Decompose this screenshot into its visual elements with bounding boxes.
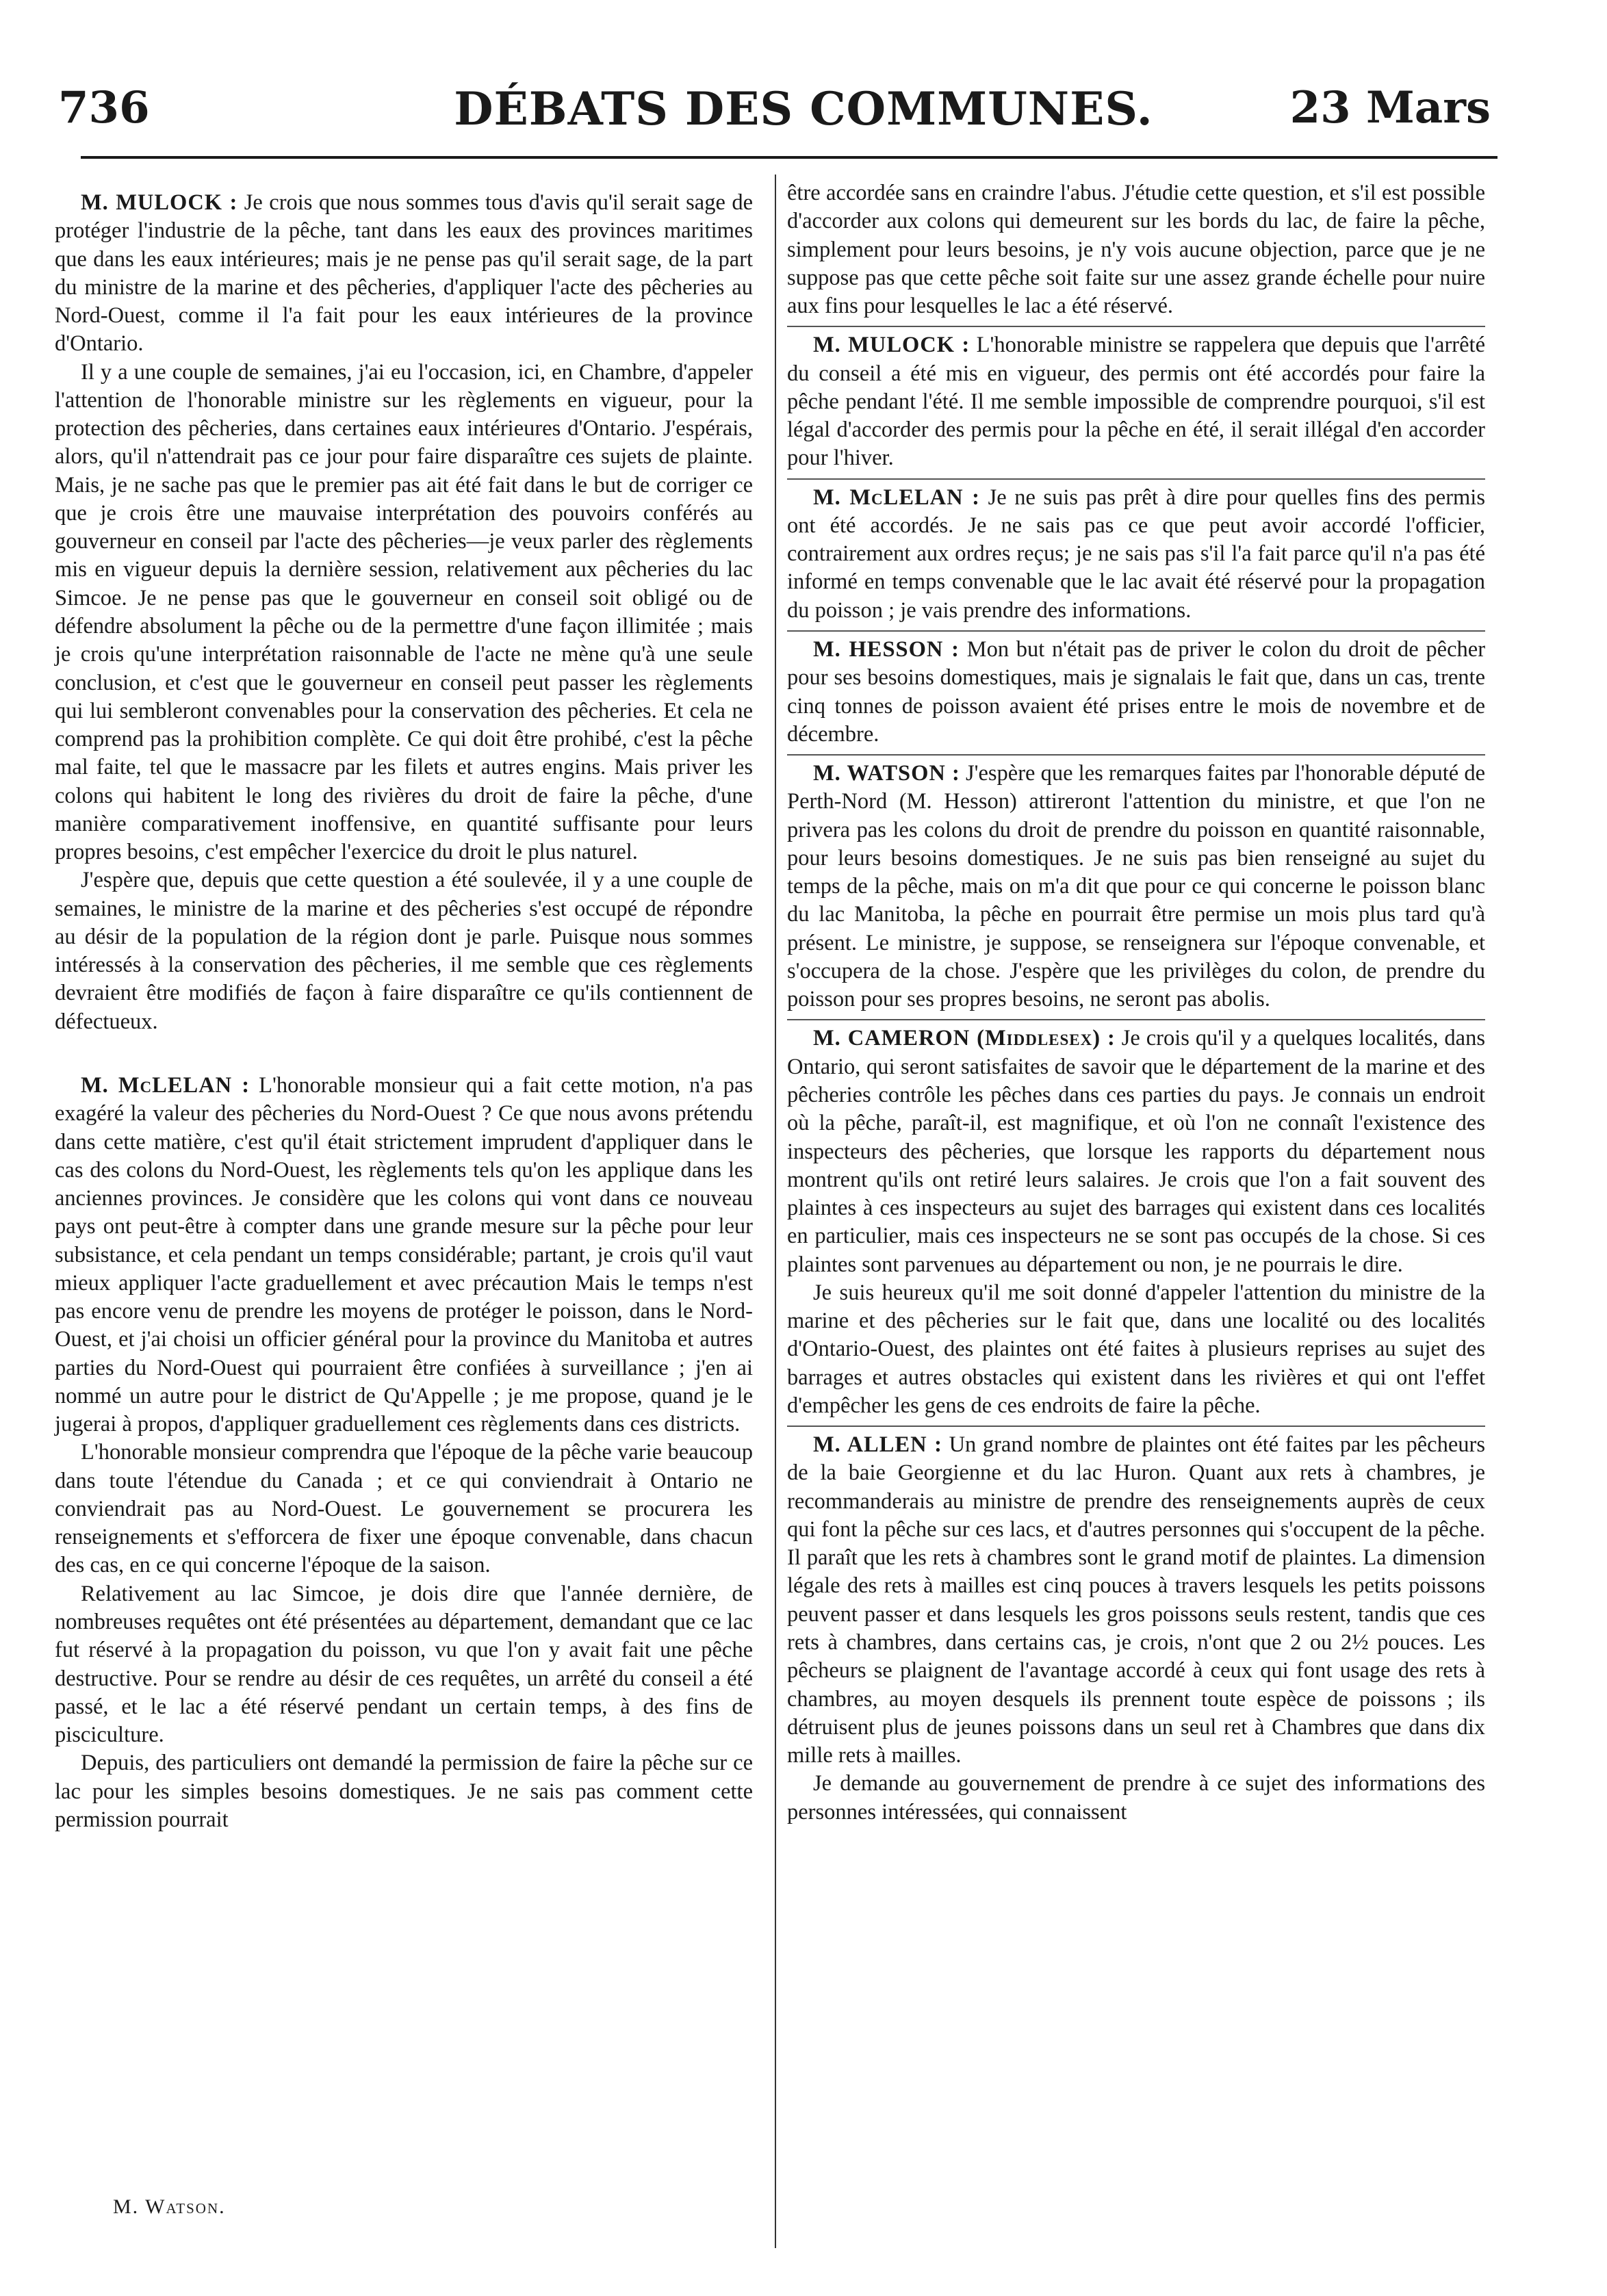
left-column [55,179,753,1834]
section-rule [787,630,1485,632]
paragraph [787,636,1485,749]
section-rule [787,1426,1485,1427]
paragraph-text: L'honorable monsieur comprendra que l'époque de la pêche varie beaucoup dans toute l'étendue du Canada ; et ce qui conviendrait à Ontario ne conviendrait pas au Nord-Ouest. Le gouvernement se procurera les renseignements et s'efforcera de fixer une époque convenable, dans chacun des cas, en ce qui concerne l'époque de la saison. [55,1440,753,1578]
paragraph [55,1749,753,1834]
paragraph [55,1439,753,1579]
section-rule [787,478,1485,480]
paragraph-text: Je demande au gouvernement de prendre à ce sujet des informations des personnes intéressées, qui connaissent [787,1771,1485,1824]
speaker-name: M. McLELAN : [813,485,980,510]
paragraph-text: Depuis, des particuliers ont demandé la permission de faire la pêche sur ce lac pour les simples besoins domestiques. Je ne sais pas comment cette permission pourrait [55,1751,753,1832]
paragraph-text: Je suis heureux qu'il me soit donné d'appeler l'attention du ministre de la marine et des pêcheries sur le fait que, dans une localité ou des localités d'Ontario-Ouest, des plaintes ont été faites à plusieurs reprises au sujet des barrages et autres obstacles qui existent dans les rivières et qui ont l'effet d'empêcher les gens de ces endroits de faire la pêche. [787,1280,1485,1418]
page-header [0,82,1607,144]
paragraph [55,1072,753,1439]
speaker-name: M. MULOCK : [81,190,238,215]
section-rule [787,1019,1485,1020]
paragraph [787,1024,1485,1278]
paragraph-text: Relativement au lac Simcoe, je dois dire que l'année dernière, de nombreuses requêtes ont été présentées au département, demandant que ce lac fut réservé à la propagation du poisson, vu que l'on y avait fait une pêche destructive. Pour se rendre au désir de ces requêtes, un arrêté du conseil a été passé, et le lac a été réservé pendant un certain temps, à des fins de pisciculture. [55,1581,753,1748]
paragraph [55,866,753,1036]
section-rule [787,754,1485,756]
paragraph-text: Un grand nombre de plaintes ont été faites par les pêcheurs de la baie Georgienne et du lac Huron. Quant aux rets à chambres, je recommanderais au ministre de prendre des renseignements auprès de ceux qui font la pêche sur ces lacs, et d'autres personnes qui s'occupent de la pêche. Il paraît que les rets à chambres sont le grand motif de plaintes. La dimension légale des rets à mailles est cinq pouces à travers lesquels les petits poissons peuvent passer et dans lesquels les gros poissons seuls restent, tandis que ces rets à chambres, dans certains cas, je crois, n'ont que 2 ou 2½ pouces. Les pêcheurs se plaignent de l'avantage accordé à ceux qui font usage des rets à chambres, au moyen desquels ils prennent toute espèce de poissons ; ils détruisent plus de jeunes poissons dans un seul ret à Chambres que dans dix mille rets à mailles. [787,1432,1485,1768]
paragraph-text: Je ne suis pas prêt à dire pour quelles fins des permis ont été accordés. Je ne sais pas ce que peut avoir accordé l'officier, contrairement aux ordres reçus; je ne sais pas s'il l'a fait parce qu'il n'a pas été informé en temps convenable que le lac avait été réservé pour la propagation du poisson ; je vais prendre des informations. [787,485,1485,623]
paragraph-text: J'espère que les remarques faites par l'honorable député de Perth-Nord (M. Hesson) attireront l'attention du ministre, et que l'on ne privera pas les colons du droit de prendre du poisson en quantité raisonnable, pour leurs besoins domestiques. Je ne suis pas bien renseigné au sujet du temps de la pêche, mais on m'a dit que pour ce qui concerne le poisson blanc du lac Manitoba, la pêche en pourrait être permise un mois plus tard qu'à présent. Le ministre, je suppose, se renseignera sur l'époque convenable, et s'occupera de la chose. J'espère que les privilèges du colon, de prendre du poisson pour ses propres besoins, ne seront pas abolis. [787,761,1486,1012]
right-column [787,179,1485,1827]
paragraph [787,1431,1485,1770]
publication-title: DÉBATS DES COMMUNES. [454,82,1153,136]
paragraph [787,484,1485,625]
paragraph [55,189,753,359]
paragraph-text: être accordée sans en craindre l'abus. J'étudie cette question, et s'il est possible d'accorder aux colons qui demeurent sur les bords du lac, de faire la pêche, simplement pour leurs besoins, je n'y vois aucune objection, parce que je ne suppose pas que cette pêche soit faite sur une assez grande échelle pour nuire aux fins pour lesquelles le lac a été réservé. [787,181,1485,319]
paragraph [787,179,1485,320]
paragraph-text: Mon but n'était pas de priver le colon du droit de pêcher pour ses besoins domestiques, mais je signalais le fait que, dans un cas, trente cinq tonnes de poisson avaient été prises entre le mois de novembre et de décembre. [787,636,1486,747]
paragraph [787,1770,1485,1827]
speaker-name: M. ALLEN : [813,1432,942,1458]
speaker-name: M. WATSON : [813,761,960,786]
page-date: 23 Mars [1289,82,1491,133]
paragraph-text: Il y a une couple de semaines, j'ai eu l'occasion, ici, en Chambre, d'appeler l'attention de l'honorable ministre sur les règlements en vigueur, pour la protection des pêcheries, dans certaines eaux intérieures d'Ontario. J'espérais, alors, qu'il n'attendrait pas ce jour pour faire disparaître ces sujets de plainte. Mais, je ne sache pas que le premier pas ait été fait dans le but de corriger ce que je crois être une mauvaise interprétation des pouvoirs conférés au gouverneur en conseil par l'acte des pêcheries—je veux parler des règlements mis en vigueur depuis la dernière session, relativement aux pêcheries du lac Simcoe. Je ne pense pas que le gouverneur en conseil soit obligé ou de défendre absolument la pêche ou de la permettre d'une façon illimitée ; mais je crois qu'une interprétation raisonnable de l'acte ne mène qu'à une seule conclusion, et c'est que le gouverneur en conseil peut passer les règlements qui lui sembleront convenables pour la conservation des pêcheries. Et cela ne comprend pas la prohibition complète. Ce qui doit être prohibé, c'est la pêche mal faite, tel que le massacre par les filets et autres engins. Mais priver les colons qui habitent le long des rivières du droit de faire la pêche, d'une manière comparativement inoffensive, en quantité suffisante pour leurs propres besoins, c'est empêcher l'exercice du droit le plus naturel. [55,359,753,865]
column-divider [775,175,776,2248]
section-rule [787,326,1485,327]
speaker-name: M. McLELAN : [81,1072,250,1098]
paragraph-text: L'honorable monsieur qui a fait cette motion, n'a pas exagéré la valeur des pêcheries du Nord-Ouest ? Ce que nous avons prétendu dans cette matière, c'est qu'il était strictement imprudent d'appliquer dans le cas des colons du Nord-Ouest, les règlements tels qu'on les applique dans les anciennes provinces. Je considère que les colons qui vont dans ce nouveau pays ont peut-être à compter dans une grande mesure sur la pêche pour leur subsistance, et cela pendant un temps considérable; partant, je crois qu'il vaut mieux appliquer l'acte graduellement et avec précaution Mais le temps n'est pas encore venu de prendre les moyens de protéger le poisson, dans le Nord-Ouest, et j'ai choisi un officier général pour la province du Manitoba et autres parties du Nord-Ouest qui pourraient être confiées à surveillance ; j'en ai nommé un autre pour le district de Qu'Appelle ; je me propose, quand je le jugerai à propos, d'appliquer graduellement ces règlements dans ces districts. [55,1072,753,1437]
paragraph [787,1279,1485,1420]
footer-name: M. Watson. [113,2195,226,2218]
paragraph [55,1580,753,1750]
header-rule [81,156,1497,159]
speaker-name: M. HESSON : [813,636,960,662]
paragraph [55,359,753,867]
paragraph-text: L'honorable ministre se rappelera que depuis que l'arrêté du conseil a été mis en vigueur, des permis ont été accordés pour faire la pêche pendant l'été. Il me semble impossible de comprendre pourquoi, s'il est légal d'accorder des permis pour la pêche en été, il serait illégal d'en accorder pour l'hiver. [787,333,1485,471]
paragraph-text: Je crois qu'il y a quelques localités, dans Ontario, qui seront satisfaites de savoir que le département de la marine et des pêcheries contrôle les pêches dans ces parties du pays. Je connais un endroit où la pêche, paraît-il, est magnifique, et où l'on ne connaît l'existence des inspecteurs des pêcheries, que lorsque les rapports du département nous montrent qu'ils ont retiré leurs salaires. Je crois que l'on a fait souvent des plaintes à ces inspecteurs au sujet des barrages qui existent dans ces localités en particulier, mais ces inspecteurs ne se sont pas occupés de la chose. Si ces plaintes sont parvenues au département ou non, je ne pourrais le dire. [787,1026,1486,1277]
page-number: 736 [58,82,150,133]
speaker-name: M. MULOCK : [813,333,970,358]
paragraph [787,760,1485,1014]
speaker-name: M. CAMERON (Middlesex) : [813,1026,1116,1051]
paragraph [787,331,1485,472]
paragraph-text: J'espère que, depuis que cette question a été soulevée, il y a une couple de semaines, le ministre de la marine et des pêcheries s'est occupé de répondre au désir de la population de la région dont je parle. Puisque nous sommes intéressés à la conservation des pêcheries, il me semble que ces règlements devraient être modifiés de façon à faire disparaître ce qu'ils contiennent de défectueux. [55,868,753,1034]
paragraph-text: Je crois que nous sommes tous d'avis qu'il serait sage de protéger l'industrie de la pêche, tant dans les eaux des provinces maritimes que dans les eaux intérieures; mais je ne pense pas qu'il serait sage, de la part du ministre de la marine et des pêcheries, d'appliquer l'acte des pêcheries au Nord-Ouest, comme il l'a fait pour les eaux intérieures de la province d'Ontario. [55,190,754,357]
